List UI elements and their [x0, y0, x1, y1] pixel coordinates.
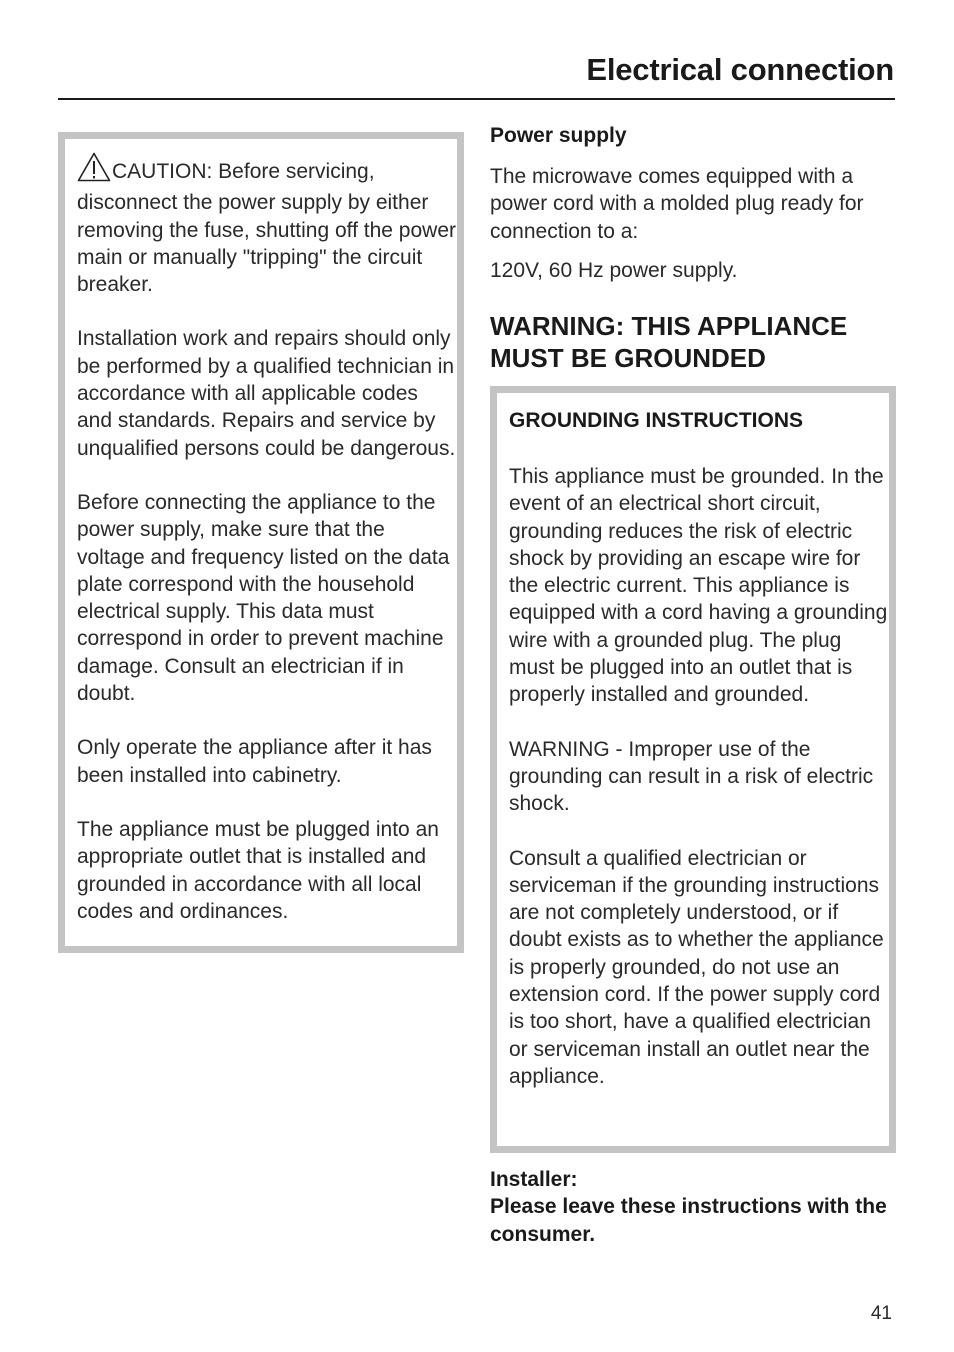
caution-box — [58, 132, 464, 953]
title-divider — [58, 98, 895, 100]
power-supply-paragraph: The microwave comes equipped with a power cord with a molded plug ready for connection to a: — [490, 165, 864, 243]
grounding-content — [497, 393, 889, 1090]
voltage-check-paragraph: Before connecting the appliance to the power supply, make sure that the voltage and frequency listed on the data plate correspond with the household electrical supply. This data must correspond in order to prevent machine damage. Consult an electrician if in doubt. — [77, 490, 450, 706]
warning-triangle-icon — [77, 152, 111, 189]
installer-instruction: Please leave these instructions with the consumer. — [490, 1195, 887, 1246]
grounding-warning-paragraph: WARNING - Improper use of the grounding can result in a risk of electric shock. — [509, 737, 874, 816]
power-supply-heading: Power supply — [490, 124, 627, 147]
power-supply-section — [490, 122, 900, 374]
grounding-warning-heading: WARNING: THIS APPLIANCE MUST BE GROUNDED — [490, 311, 848, 374]
cabinetry-paragraph: Only operate the appliance after it has been installed into cabinetry. — [77, 736, 432, 787]
installation-paragraph: Installation work and repairs should only be performed by a qualified technician in accordance with all applicable codes and standards. Repairs and service by unqualified persons could be dangerous. — [77, 327, 456, 460]
page-title: Electrical connection — [586, 52, 894, 87]
caution-text: CAUTION: Before servicing, disconnect the power supply by either removing the fuse, shutting off the power main or manually "tripping" the circuit breaker. — [77, 160, 457, 297]
grounding-title: GROUNDING INSTRUCTIONS — [509, 409, 803, 432]
page-number: 41 — [870, 1303, 892, 1324]
grounding-box — [490, 386, 896, 1153]
installer-note — [490, 1166, 900, 1248]
outlet-paragraph: The appliance must be plugged into an appropriate outlet that is installed and grounded in accordance with all local codes and ordinances. — [77, 817, 439, 923]
caution-content — [65, 139, 457, 925]
power-supply-rating: 120V, 60 Hz power supply. — [490, 258, 738, 282]
grounding-paragraph: This appliance must be grounded. In the event of an electrical short circuit, grounding reduces the risk of electric shock by providing an escape wire for the electric current. This appliance is equipped with a cord having a grounding wire with a grounded plug. The plug must be plugged into an outlet that is properly installed and grounded. — [509, 465, 888, 707]
caution-paragraph — [77, 152, 457, 298]
grounding-consult-paragraph: Consult a qualified electrician or serviceman if the grounding instructions are not completely understood, or if doubt exists as to whether the appliance is properly grounded, do not use an extension cord. If the power supply cord is too short, have a qualified electrician or serviceman install an outlet near the appliance. — [509, 846, 884, 1088]
installer-label: Installer: — [490, 1168, 578, 1191]
